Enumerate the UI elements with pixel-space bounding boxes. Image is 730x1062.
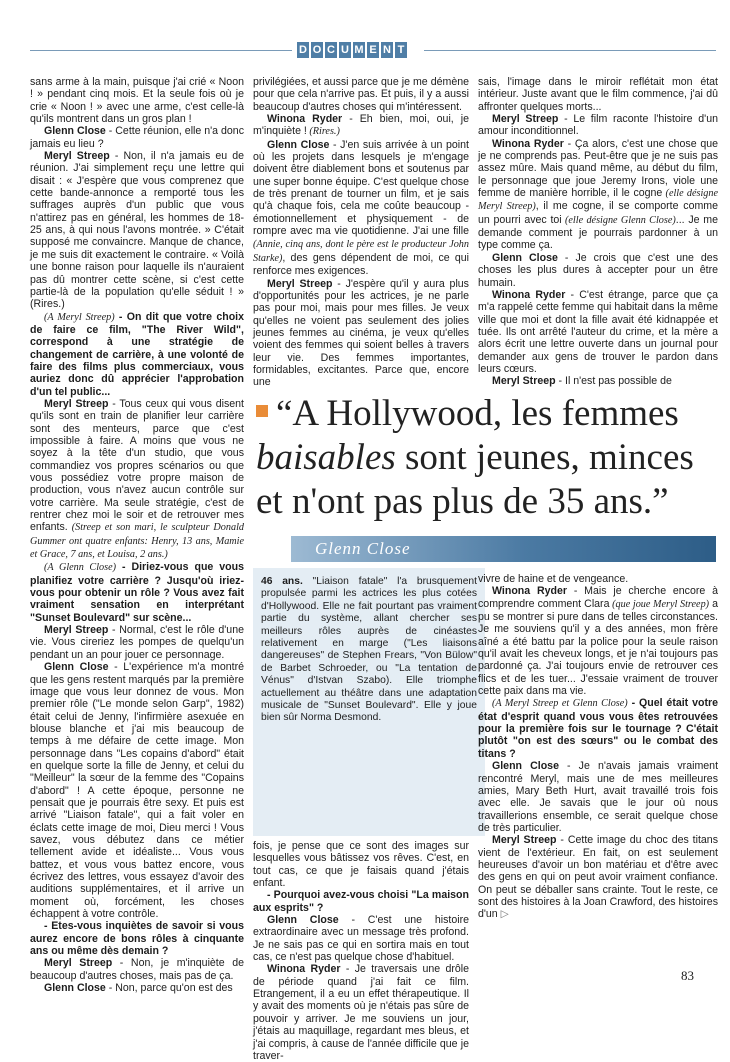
body-text: ... Je me demande comment je pourrais pardonner à un type comme ça. xyxy=(478,213,719,252)
body-text: - Normal, c'est le rôle d'une vie. Vous cireriez les pompes de quelqu'un pendant un an pour jouer ce personnage. xyxy=(30,624,244,661)
speaker-name: Winona Ryder xyxy=(492,585,567,598)
speaker-name: Meryl Streep xyxy=(44,957,113,970)
body-text: - Je n'avais jamais vraiment rencontré Meryl, mais une de mes meilleures amies, Mary Beth Hurt, avait travaillé trois fois avec elle. Je savais que le jour où nous travaillerions ensemble, ce serait quelque chose de très particulier. xyxy=(478,760,719,834)
page-number: 83 xyxy=(681,968,694,983)
speaker-name: Glenn Close xyxy=(267,138,330,151)
stage-direction: (elle désigne Meryl Streep) xyxy=(478,188,718,213)
column-3-bottom xyxy=(478,573,718,921)
body-text: vivre de haine et de vengeance. xyxy=(478,573,629,585)
speaker-name: Meryl Streep xyxy=(44,397,109,410)
section-label-letter: N xyxy=(381,42,393,58)
body-text: , des gens dépendent de moi, ce qui renforce mes exigences. xyxy=(253,251,469,278)
speaker-name: Glenn Close xyxy=(44,982,106,995)
paragraph xyxy=(253,113,469,139)
paragraph xyxy=(478,573,718,585)
interview-question: - On dit que votre choix de faire ce film, "The River Wild", correspond à une stratégie de changement de carrière, à une volonté de faire des films plus commerciaux, vous auriez donc dû apprécier l'approbation d'un tel public... xyxy=(30,310,245,398)
interview-question: - Etes-vous inquiètes de savoir si vous aurez encore de bons rôles à cinquante ans ou même dès demain ? xyxy=(30,920,244,958)
paragraph xyxy=(478,252,718,289)
body-text: - Il n'est pas possible de xyxy=(555,375,672,388)
speaker-name: Winona Ryder xyxy=(492,137,564,150)
interview-question: - Pourquoi avez-vous choisi "La maison aux esprits" ? xyxy=(253,889,469,914)
body-text: - Je crois que c'est une des choses les plus dures à accepter pour un être humain. xyxy=(478,251,718,289)
paragraph xyxy=(30,624,244,661)
column-2-bottom xyxy=(253,840,469,1062)
paragraph xyxy=(30,920,244,957)
body-text: - Eh bien, moi, oui, je m'inquiète ! xyxy=(253,113,469,138)
paragraph xyxy=(478,375,718,387)
paragraph xyxy=(478,585,718,697)
interview-question: - Diriez-vous que vous planifiez votre carrière ? Jusqu'où iriez-vous pour obtenir un rôle ? Vous avez fait vraiment sensation en interprétant "Sunset Boulevard" sur scène... xyxy=(30,561,244,624)
paragraph xyxy=(30,76,244,125)
paragraph xyxy=(30,398,244,561)
paragraph xyxy=(253,889,469,914)
body-text: fois, je pense que ce sont des images sur lesquelles vous bâtissez vos rêves. C'est, en tout cas, ce que je faisais quand j'étais enfant. xyxy=(253,840,469,890)
paragraph xyxy=(253,963,469,1062)
body-text: sais, l'image dans le miroir reflétait mon état intérieur. Juste avant que le film commence, j'ai dû affronter quelques morts... xyxy=(478,76,718,113)
body-text: , il me cogne, il se comporte comme un pourri avec toi xyxy=(478,200,718,226)
speaker-name: Meryl Streep xyxy=(492,834,557,847)
pull-quote-emphasis: baisables xyxy=(256,437,396,478)
speaker-name: Glenn Close xyxy=(267,914,339,927)
speaker-name: Meryl Streep xyxy=(267,277,333,290)
body-text: - Je traversais une drôle de période quand j'ai fait ce film. Etrangement, il a eu un effet thérapeutique. Il y avait des moments où je n'étais pas sûre de pouvoir y arriver. Je me souviens un jour, j'étais au maquillage, regardant mes bleus, et j'ai compris, à cause de l'année difficile que je traver- xyxy=(253,963,469,1062)
paragraph xyxy=(30,957,244,982)
interview-question: - Quel était votre état d'esprit quand vous vous êtes retrouvées pour la première fois sur le tournage ? C'était plutôt "on est des sœurs" ou le combat des titans ? xyxy=(478,697,719,760)
paragraph xyxy=(253,840,469,889)
speaker-name: Winona Ryder xyxy=(492,288,566,301)
body-text: - Non, il n'a jamais eu de réunion. J'ai simplement reçu une lettre qui disait : « J'espère que vous comprenez que cette bande-annonce a remporté tous les suffrages auprès d'un public que vous n'attirez pas en général, les hommes de 18-25 ans, à qui nous l'avons montrée. » C'était supposé me convaincre. Manque de chance, je me suis dit exactement le contraire. « Voilà une bonne raison pour laquelle ils n'auraient pas dû montrer cette scène, si c'est cette partie-là de la population qu'elle séduit ! » (Rires.) xyxy=(30,150,245,311)
paragraph xyxy=(253,278,469,389)
name-banner-label: Glenn Close xyxy=(315,539,411,558)
header-rule-left xyxy=(30,50,292,51)
continue-arrow-icon: ▷ xyxy=(497,908,509,921)
body-text: - L'expérience m'a montré que les gens restent marqués par la première image que vous leur donnez de vous. Mon premier rôle ("Le monde selon Garp", 1982) était celui de Jenny, l'infirmière asexuée en blouse blanche et j'ai mis beaucoup de temps à me défaire de cette image. Mon personnage dans "Les copains d'abord" était en quelque sorte la fille de Jenny, et celui du "Meilleur" la sœur de la femme des "Copains d'abord" ! A cette époque, personne ne pensait que je pourrais être sexy. Et puis est arrivé "Liaison fatale", qui a fait voler en éclats cette image de moi, Dieu merci ! Vous savez, vous débutez dans ce métier tellement avide et idéaliste... Vous vous battez, et vous vous battez encore, vous écrivez des lettres, vous essayez d'avoir des auditions supplémentaires, et il arrive un moment où, forcément, les choses échappent à votre contrôle. xyxy=(30,661,244,921)
body-text: privilégiées, et aussi parce que je me démène pour que cela n'arrive pas. Et puis, il y a aussi beaucoup d'autres choses qui m'intéressent. xyxy=(253,76,469,113)
body-text: - Ça alors, c'est une chose que je ne comprends pas. Peut-être que je ne suis pas assez mûre. Mais quand même, au début du film, le personnage que joue Jeremy Irons, viole une femme de manière horrible, il le cogne xyxy=(478,137,718,200)
stage-direction: (elle désigne Glenn Close) xyxy=(561,214,676,226)
paragraph xyxy=(478,289,718,375)
paragraph xyxy=(30,561,244,624)
paragraph xyxy=(478,76,718,113)
speaker-name: Winona Ryder xyxy=(267,113,343,126)
accent-square xyxy=(256,405,268,417)
speaker-name: Meryl Streep xyxy=(44,150,110,163)
body-text: sans arme à la main, puisque j'ai crié « Noon ! » pendant cinq mois. Et la seule fois où je crie « Noon ! » avec une arme, c'est celle-là qu'ils montrent dans un gros plan ! xyxy=(30,76,244,126)
section-label-letter: C xyxy=(325,42,337,58)
speaker-name: Meryl Streep xyxy=(44,624,109,637)
stage-direction: (A Meryl Streep) xyxy=(44,311,115,323)
pull-quote-line-2: sont jeunes, minces xyxy=(395,437,694,478)
bio-text xyxy=(261,576,477,725)
section-label-letter: O xyxy=(312,44,322,56)
column-2-top xyxy=(253,76,469,389)
speaker-name: Glenn Close xyxy=(44,125,106,138)
bio-body: "Liaison fatale" l'a brusquement propulsée parmi les actrices les plus cotées d'Hollywood. Elle ne fait pourtant pas vraiment partie du système, allant chercher ses meilleurs rôles auprès de cinéastes relativement en marge ("Les liaisons dangereuses" de Stephen Frears, "Von Bülow" de Barbet Schroeder, ou "La tentation de Vénus" d'Istvan Szabo). Elle triomphe actuellement au théâtre dans une adaptation musicale de "Sunset Boulevard". Elle y joue bien sûr Norma Desmond. xyxy=(261,576,478,724)
speaker-name: Glenn Close xyxy=(492,760,559,773)
body-text: - Cette image du choc des titans vient de l'extérieur. En fait, on est seulement heureuses d'avoir un bon matériau et d'être avec des gens en qui on peut avoir vraiment confiance. On peut se déballer sans crainte. Tout le reste, ce sont des histoires à la Joan Crawford, des histoires d'un xyxy=(478,834,718,921)
body-text: - Le film raconte l'histoire d'un amour inconditionnel. xyxy=(478,113,718,138)
paragraph xyxy=(253,914,469,963)
speaker-name: Winona Ryder xyxy=(267,963,341,976)
speaker-name: Meryl Streep xyxy=(492,113,559,126)
paragraph xyxy=(478,697,718,760)
stage-direction: (Rires.) xyxy=(306,126,340,138)
paragraph xyxy=(478,834,718,920)
speaker-name: Meryl Streep xyxy=(492,375,556,388)
paragraph xyxy=(253,139,469,278)
pull-quote-line-1: “A Hollywood, les femmes xyxy=(276,393,679,434)
speaker-name: Glenn Close xyxy=(492,251,558,264)
header-rule-right xyxy=(424,50,716,51)
bio-box xyxy=(253,568,485,836)
column-1 xyxy=(30,76,244,994)
body-text: - Non, parce qu'on est des xyxy=(105,982,233,995)
paragraph xyxy=(478,760,718,834)
paragraph xyxy=(30,661,244,920)
stage-direction: (que joue Meryl Streep) xyxy=(609,598,710,610)
paragraph xyxy=(478,113,718,138)
body-text: - Mais je cherche encore à comprendre comment Clara xyxy=(478,585,718,610)
pull-quote xyxy=(256,392,716,524)
paragraph xyxy=(253,76,469,113)
body-text: - J'espère qu'il y aura plus d'opportunités pour les actrices, je ne parle pas pour moi, mais pour mes filles. Je veux qu'elles ne voient pas seulement des jolies jeunes femmes au cinéma, je veux qu'elles voient des femmes qui soient belles à travers leur vie. Des femmes importantes, formidables, excitantes. Parce que, encore une xyxy=(253,277,469,389)
stage-direction: (A Glenn Close) xyxy=(44,562,117,574)
section-label-letter: D xyxy=(297,42,309,58)
stage-direction: (A Meryl Streep et Glenn Close) xyxy=(492,698,628,710)
speaker-name: Glenn Close xyxy=(44,661,109,674)
paragraph xyxy=(478,138,718,252)
paragraph xyxy=(30,311,244,398)
stage-direction: (Streep et son mari, le sculpteur Donald Gummer ont quatre enfants: Henry, 13 ans, Mamie et Grace, 7 ans, et Louisa, 2 ans.) xyxy=(30,522,244,561)
section-label xyxy=(297,42,407,58)
section-label-letter: E xyxy=(367,42,379,58)
paragraph xyxy=(30,125,244,150)
column-3-top xyxy=(478,76,718,388)
paragraph xyxy=(30,982,244,994)
body-text: - C'est étrange, parce que ça m'a rappelé cette femme qui habitait dans la même ville que moi et dont la fille avait été kidnappée et tuée. Ils ont arrêté l'auteur du crime, et la mère a alors écrit une lettre ouverte dans un journal pour demander aux gens de trouver le pardon dans leurs cœurs. xyxy=(478,288,718,375)
section-label-letter: U xyxy=(339,42,351,58)
bio-age: 46 ans. xyxy=(261,576,303,587)
body-text: - Tous ceux qui vous disent qu'ils sont en train de planifier leur carrière sont des menteurs, parce que c'est impossible à faire. A moins que vous ne soyez à la tête d'un studio, que vous commandiez vos propres scénarios ou que vous possédiez votre propre maison de production, vous n'avez aucun contrôle sur votre carrière. Ma seule stratégie, c'est de rentrer chez moi le soir et de retrouver mes enfants. xyxy=(30,397,244,534)
section-label-letter: T xyxy=(395,42,407,58)
pull-quote-line-3: et n'ont pas plus de 35 ans.” xyxy=(256,481,669,522)
body-text: a pu se montrer si pure dans de telles circonstances. Je me souviens qu'il y a des années, mon frère aîné a été battu par la police pour la seule raison qu'il avait les cheveux longs, et je n'ai toujours pas pardonné ça. J'ai toujours envie de retrouver ces flics et de les tuer... J'essaie vraiment de trouver cette paix dans ma vie. xyxy=(478,597,718,698)
paragraph xyxy=(30,150,244,310)
body-text: - C'est une histoire extraordinaire avec un message très profond. Je ne sais pas ce qui en sortira mais en tout cas, ce n'est pas quelque chose d'habituel. xyxy=(253,914,470,964)
section-label-letter: M xyxy=(354,44,364,56)
name-banner xyxy=(291,536,716,562)
body-text: - Non, je m'inquiète de beaucoup d'autres choses, mais pas de ça. xyxy=(30,957,245,982)
body-text: - J'en suis arrivée à un point où les projets dans lesquels je m'engage doivent être diablement bons et soutenus par une super bonne équipe. C'est quelque chose de très prenant de tourner un film, et je sais qu'à chaque fois, cela me coûte beaucoup - émotionnellement et physiquement - de rompre avec ma vie quotidienne. J'ai une fille xyxy=(253,138,469,238)
stage-direction: (Annie, cinq ans, dont le père est le producteur John Starke) xyxy=(253,239,469,264)
body-text: - Cette réunion, elle n'a donc jamais eu lieu ? xyxy=(30,125,244,150)
